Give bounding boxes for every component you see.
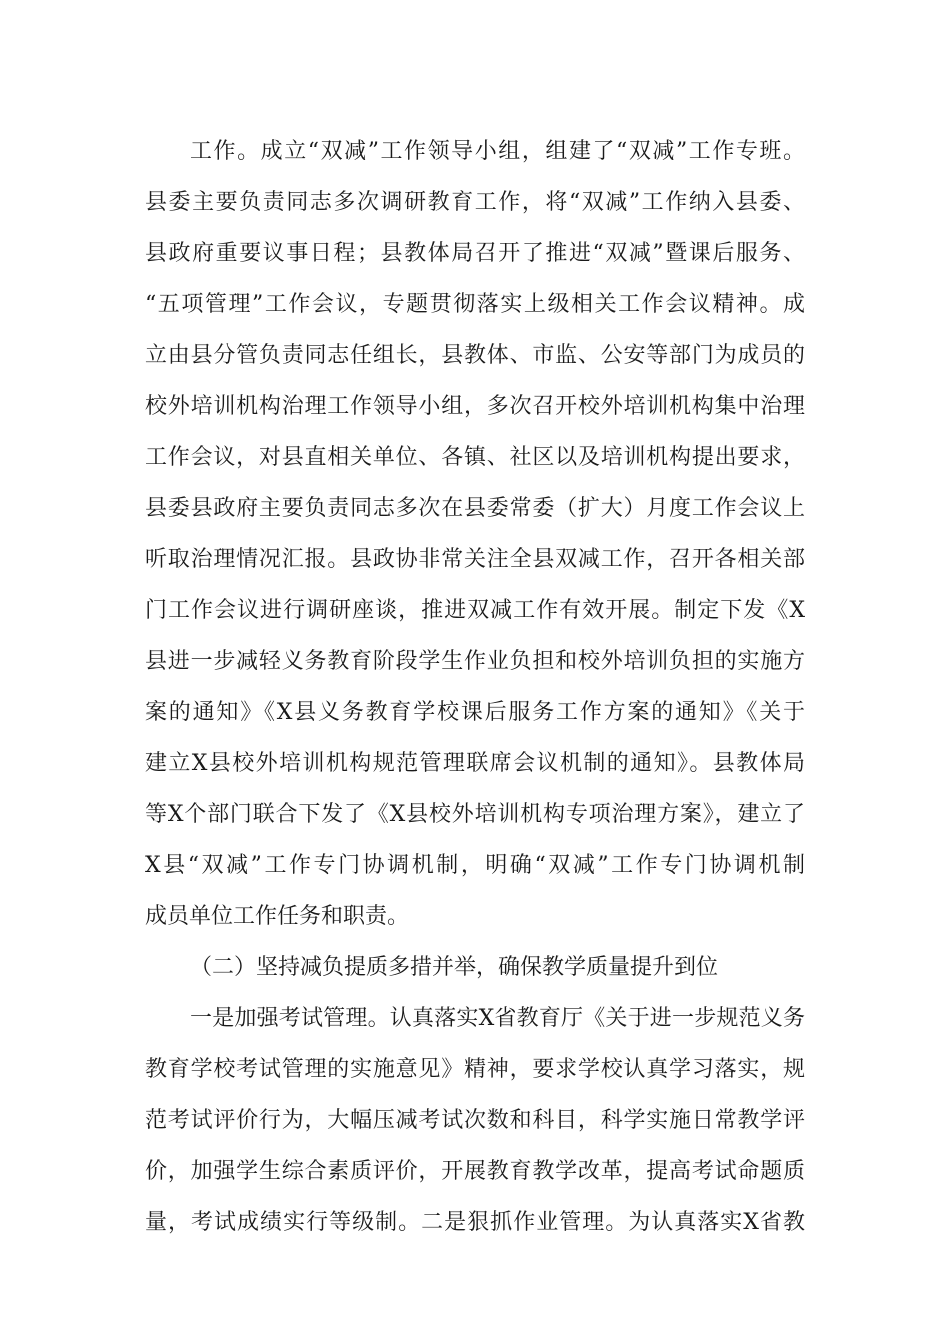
paragraph-line: 范考试评价行为，大幅压减考试次数和科目，科学实施日常教学评 [145,1108,805,1133]
paragraph-line: 成员单位工作任务和职责。 [145,904,410,929]
paragraph-line: 案的通知》《X县义务教育学校课后服务工作方案的通知》《关于 [145,700,805,725]
paragraph-line: X县“双减”工作专门协调机制，明确“双减”工作专门协调机制 [145,853,805,878]
section-heading: （二）坚持减负提质多措并举，确保教学质量提升到位 [190,955,719,980]
paragraph-line: 门工作会议进行调研座谈，推进双减工作有效开展。制定下发《X [145,598,805,623]
paragraph-line: 县进一步减轻义务教育阶段学生作业负担和校外培训负担的实施方 [145,649,805,674]
paragraph-line: 工作会议，对县直相关单位、各镇、社区以及培训机构提出要求， [145,445,805,470]
paragraph-line: 校外培训机构治理工作领导小组，多次召开校外培训机构集中治理 [145,394,805,419]
paragraph-line: 县委县政府主要负责同志多次在县委常委（扩大）月度工作会议上 [145,496,805,521]
paragraph-line: 县委主要负责同志多次调研教育工作，将“双减”工作纳入县委、 [145,190,805,215]
paragraph-line: 县政府重要议事日程；县教体局召开了推进“双减”暨课后服务、 [145,241,805,266]
paragraph-line: “五项管理”工作会议，专题贯彻落实上级相关工作会议精神。成 [145,292,805,317]
paragraph-line: 立由县分管负责同志任组长，县教体、市监、公安等部门为成员的 [145,343,805,368]
paragraph-line: 工作。成立“双减”工作领导小组，组建了“双减”工作专班。 [190,139,805,164]
paragraph-line: 听取治理情况汇报。县政协非常关注全县双减工作，召开各相关部 [145,547,805,572]
paragraph-line: 量，考试成绩实行等级制。二是狠抓作业管理。为认真落实X省教 [145,1210,805,1235]
paragraph-line: 价，加强学生综合素质评价，开展教育教学改革，提高考试命题质 [145,1159,805,1184]
paragraph-line: 一是加强考试管理。认真落实X省教育厅《关于进一步规范义务 [190,1006,805,1031]
paragraph-line: 等X个部门联合下发了《X县校外培训机构专项治理方案》，建立了 [145,802,805,827]
paragraph-line: 建立X县校外培训机构规范管理联席会议机制的通知》。县教体局 [145,751,805,776]
paragraph-line: 教育学校考试管理的实施意见》精神，要求学校认真学习落实，规 [145,1057,805,1082]
